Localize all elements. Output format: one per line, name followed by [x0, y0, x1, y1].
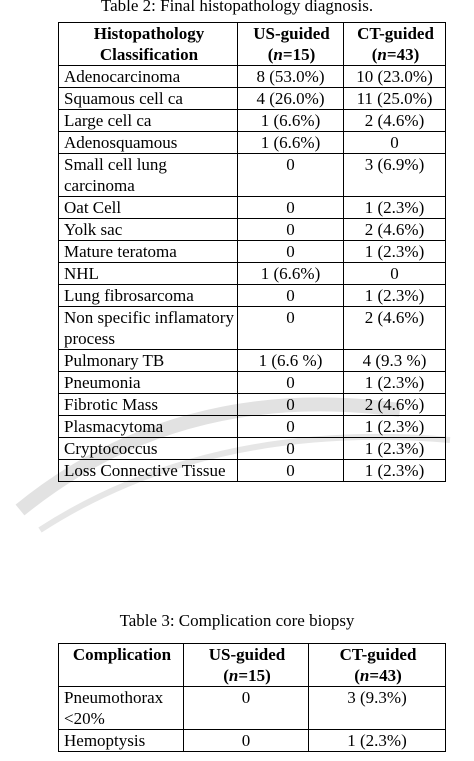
cell-ct: 1 (2.3%) [344, 197, 446, 219]
header-us-n-var: n [273, 45, 283, 64]
header-ct-n-value: =43) [369, 666, 402, 685]
cell-label: Loss Connective Tissue [59, 460, 238, 482]
header-classification-line1: Histopathology [93, 24, 205, 43]
header-classification-line2: Classification [99, 45, 199, 64]
cell-label: Small cell lung carcinoma [59, 154, 238, 197]
header-us-guided [184, 644, 309, 687]
table-row [59, 88, 446, 110]
cell-us: 0 [238, 307, 344, 350]
header-us-n-value: =15) [282, 45, 316, 64]
cell-us: 1 (6.6 %) [238, 350, 344, 372]
cell-us: 0 [238, 219, 344, 241]
cell-us: 1 (6.6%) [238, 132, 344, 154]
cell-label: Large cell ca [59, 110, 238, 132]
header-ct-name: CT-guided [357, 24, 434, 43]
cell-label: Pneumothorax <20% [59, 687, 184, 730]
table2-caption: Table 2: Final histopathology diagnosis. [100, 0, 374, 15]
cell-label: Mature teratoma [59, 241, 238, 263]
cell-ct: 2 (4.6%) [344, 307, 446, 350]
header-us-n-prefix: ( [267, 45, 274, 64]
cell-us: 1 (6.6%) [238, 263, 344, 285]
header-us-n-var: n [228, 666, 239, 685]
complication-table [58, 643, 446, 752]
header-complication: Complication [59, 644, 184, 687]
header-us-name: US-guided [208, 645, 286, 664]
header-ct-n-prefix: ( [354, 666, 360, 685]
cell-ct: 2 (4.6%) [344, 219, 446, 241]
cell-us: 0 [184, 730, 309, 752]
table-row [59, 241, 446, 263]
cell-ct: 2 (4.6%) [344, 394, 446, 416]
cell-ct: 1 (2.3%) [344, 460, 446, 482]
cell-ct: 0 [344, 132, 446, 154]
table-row [59, 438, 446, 460]
table-row [59, 394, 446, 416]
cell-us: 8 (53.0%) [238, 66, 344, 88]
table-row [59, 416, 446, 438]
cell-ct: 11 (25.0%) [344, 88, 446, 110]
cell-ct: 4 (9.3 %) [344, 350, 446, 372]
table-row [59, 219, 446, 241]
table-row [59, 372, 446, 394]
cell-ct: 0 [344, 263, 446, 285]
table3-caption: Table 3: Complication core biopsy [119, 611, 355, 630]
cell-us: 0 [238, 438, 344, 460]
cell-label: Fibrotic Mass [59, 394, 238, 416]
cell-label: Pulmonary TB [59, 350, 238, 372]
cell-ct: 1 (2.3%) [344, 372, 446, 394]
header-ct-n-prefix: ( [371, 45, 378, 64]
table-header-row [59, 644, 446, 687]
histopathology-table [58, 22, 446, 482]
table-row [59, 110, 446, 132]
cell-us: 0 [238, 241, 344, 263]
cell-label: Adenosquamous [59, 132, 238, 154]
cell-label: Non specific inflamatory process [59, 307, 238, 350]
cell-us: 0 [238, 154, 344, 197]
cell-label: Adenocarcinoma [59, 66, 238, 88]
cell-us: 0 [238, 372, 344, 394]
cell-ct: 1 (2.3%) [344, 285, 446, 307]
cell-label: Lung fibrosarcoma [59, 285, 238, 307]
header-ct-guided [309, 644, 446, 687]
table-row [59, 307, 446, 350]
cell-us: 0 [238, 394, 344, 416]
cell-ct: 1 (2.3%) [309, 730, 446, 752]
cell-label: Yolk sac [59, 219, 238, 241]
header-us-guided [238, 23, 344, 66]
header-us-n-value: =15) [238, 666, 271, 685]
header-ct-name: CT-guided [339, 645, 417, 664]
cell-us: 0 [238, 285, 344, 307]
table-header-row [59, 23, 446, 66]
table-row [59, 460, 446, 482]
cell-us: 0 [184, 687, 309, 730]
table-row [59, 687, 446, 730]
cell-label: Squamous cell ca [59, 88, 238, 110]
cell-label: Cryptococcus [59, 438, 238, 460]
cell-ct: 1 (2.3%) [344, 438, 446, 460]
cell-us: 4 (26.0%) [238, 88, 344, 110]
header-ct-guided [344, 23, 446, 66]
cell-label: NHL [59, 263, 238, 285]
cell-us: 0 [238, 460, 344, 482]
header-us-name: US-guided [253, 24, 330, 43]
cell-ct: 10 (23.0%) [344, 66, 446, 88]
cell-ct: 1 (2.3%) [344, 416, 446, 438]
cell-label: Pneumonia [59, 372, 238, 394]
table-row [59, 66, 446, 88]
table-row [59, 154, 446, 197]
cell-label: Oat Cell [59, 197, 238, 219]
header-classification [59, 23, 238, 66]
cell-ct: 1 (2.3%) [344, 241, 446, 263]
header-ct-n-value: =43) [386, 45, 420, 64]
cell-label: Plasmacytoma [59, 416, 238, 438]
table-row [59, 730, 446, 752]
table-row [59, 197, 446, 219]
cell-us: 0 [238, 416, 344, 438]
table-row [59, 350, 446, 372]
header-ct-n-var: n [359, 666, 370, 685]
table-row [59, 285, 446, 307]
cell-label: Hemoptysis [59, 730, 184, 752]
header-us-n-prefix: ( [223, 666, 229, 685]
cell-ct: 3 (9.3%) [309, 687, 446, 730]
cell-us: 1 (6.6%) [238, 110, 344, 132]
table-row [59, 132, 446, 154]
cell-us: 0 [238, 197, 344, 219]
cell-ct: 2 (4.6%) [344, 110, 446, 132]
table-row [59, 263, 446, 285]
cell-ct: 3 (6.9%) [344, 154, 446, 197]
header-ct-n-var: n [377, 45, 387, 64]
